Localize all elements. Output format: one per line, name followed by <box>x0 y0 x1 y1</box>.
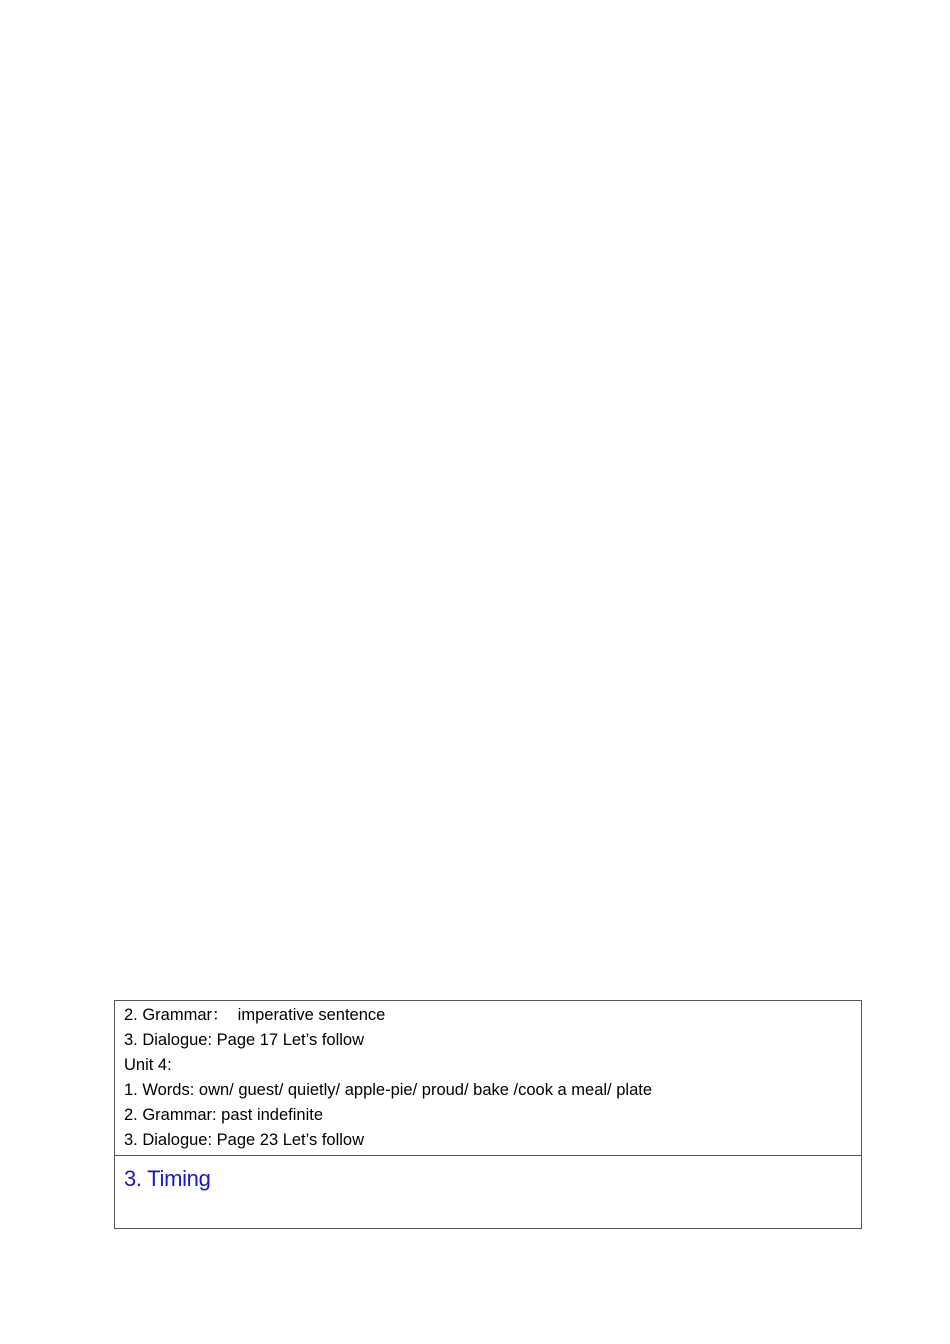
timing-cell <box>115 1156 861 1228</box>
unit4-title: Unit 4: <box>124 1056 172 1074</box>
grammar-line-unit4: 2. Grammar: past indefinite <box>124 1106 323 1124</box>
dialogue-line-unit4: 3. Dialogue: Page 23 Let’s follow <box>124 1131 365 1149</box>
content-table <box>114 1000 862 1229</box>
grammar-line-unit3: 2. Grammar： imperative sentence <box>124 1006 386 1024</box>
timing-heading: 3. Timing <box>124 1166 211 1191</box>
content-cell <box>115 1001 861 1156</box>
dialogue-line-unit3: 3. Dialogue: Page 17 Let’s follow <box>124 1031 365 1049</box>
words-line-unit4: 1. Words: own/ guest/ quietly/ apple-pie/ proud/ bake /cook a meal/ plate <box>124 1081 652 1099</box>
